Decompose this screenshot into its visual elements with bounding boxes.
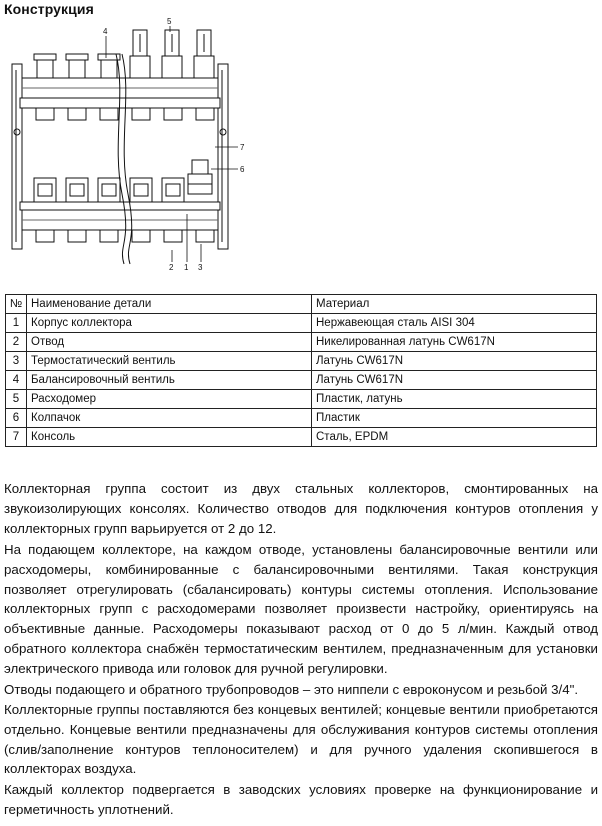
row-material: Нержавеющая сталь AISI 304 (312, 314, 597, 333)
paragraph-factory-test: Каждый коллектор подвергается в заводских условиях проверке на функционирование и герметичность уплотнений. (4, 782, 598, 817)
row-part-name: Консоль (27, 428, 312, 447)
return-collector (20, 202, 220, 230)
row-part-name: Балансировочный вентиль (27, 371, 312, 390)
row-part-name: Термостатический вентиль (27, 352, 312, 371)
header-number: № (6, 295, 27, 314)
callout-3: 3 (198, 263, 203, 272)
row-number: 5 (6, 390, 27, 409)
table-row (6, 314, 597, 333)
table-header-row (6, 295, 597, 314)
paragraph-end-valves: Коллекторные группы поставляются без концевых вентилей; концевые вентили приобретаются отдельно. Концевые вентили предназначены для обслуживания контуров системы отопления (слив/заполнение контуров теплоносителем) и для ручного удаления скопившегося в коллекторах воздуха. (4, 702, 598, 777)
callout-6: 6 (240, 165, 245, 174)
row-number: 2 (6, 333, 27, 352)
callout-2: 2 (169, 263, 174, 272)
row-material: Латунь CW617N (312, 352, 597, 371)
row-number: 7 (6, 428, 27, 447)
thermostatic-valves (34, 178, 184, 202)
row-material: Сталь, EPDM (312, 428, 597, 447)
row-number: 4 (6, 371, 27, 390)
manifold-drawing (0, 14, 602, 278)
paragraph-intro: Коллекторная группа состоит из двух стальных коллекторов, смонтированных на звукоизолирующих консолях. Количество отводов для подключения контуров отопления у коллекторных групп варьируется от 2 до 12. (4, 481, 598, 536)
callout-4: 4 (103, 27, 108, 36)
bracket-left (12, 64, 22, 249)
row-material: Пластик (312, 409, 597, 428)
row-part-name: Расходомер (27, 390, 312, 409)
callout-1: 1 (184, 263, 189, 272)
paragraph-outlets: Отводы подающего и обратного трубопроводов – это ниппели с евроконусом и резьбой 3/4". (4, 682, 579, 697)
row-part-name: Отвод (27, 333, 312, 352)
row-number: 6 (6, 409, 27, 428)
callout-5: 5 (167, 17, 172, 26)
callout-7: 7 (240, 143, 245, 152)
header-material: Материал (312, 295, 597, 314)
section-title: Конструкция (4, 1, 94, 17)
table-row (6, 352, 597, 371)
bracket-right (218, 64, 228, 249)
table-row (6, 390, 597, 409)
row-material: Никелированная латунь CW617N (312, 333, 597, 352)
row-number: 1 (6, 314, 27, 333)
table-row (6, 428, 597, 447)
table-row (6, 371, 597, 390)
row-part-name: Колпачок (27, 409, 312, 428)
row-material: Пластик, латунь (312, 390, 597, 409)
cap (188, 160, 212, 194)
flowmeters (130, 30, 214, 78)
row-number: 3 (6, 352, 27, 371)
supply-outlets (34, 54, 120, 78)
row-material: Латунь CW617N (312, 371, 597, 390)
header-part-name: Наименование детали (27, 295, 312, 314)
row-part-name: Корпус коллектора (27, 314, 312, 333)
table-row (6, 409, 597, 428)
table-row (6, 333, 597, 352)
paragraph-supply-collector: На подающем коллекторе, на каждом отводе, установлены балансировочные вентили или расходомеры, комбинированные с балансировочными вентилями. Такая конструкция позволяет отрегулировать (сбалансировать) контуры системы отопления. Использование коллекторных групп с расходомерами позволяет произвести настройку, ориентируясь на объективные данные. Расходомеры показывают расход от 0 до 5 л/мин. Каждый отвод обратного коллектора снабжён термостатическим вентилем, предназначенным для установки электрического привода или головок для ручной регулировки. (4, 542, 598, 676)
parts-table (5, 294, 597, 447)
